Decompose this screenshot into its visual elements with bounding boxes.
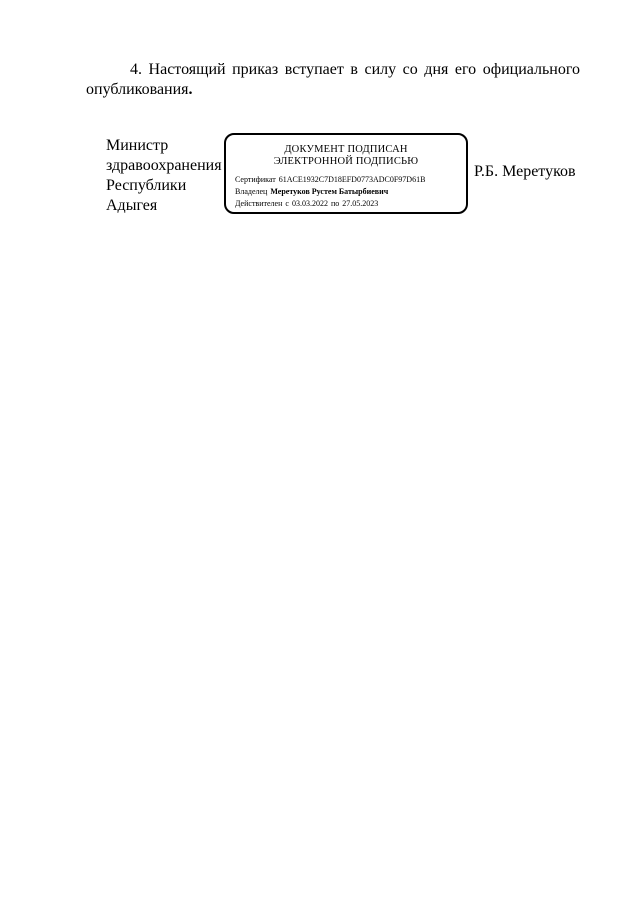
owner-label: Владелец [235,187,268,196]
stamp-title-line: ЭЛЕКТРОННОЙ ПОДПИСЬЮ [273,156,419,167]
stamp-owner-row [235,187,388,197]
stamp-certificate-row [235,175,425,185]
position-line: Республики [106,177,187,194]
order-paragraph-4 [86,60,580,100]
certificate-label: Сертификат [235,175,276,184]
stamp-validity-row [235,199,378,209]
position-line: Министр [106,137,169,154]
signer-name: Р.Б. Меретуков [474,163,576,180]
validity-label: Действителен [235,199,283,208]
electronic-signature-stamp [224,133,468,214]
stamp-title [226,144,466,168]
position-line: Адыгея [106,197,158,214]
valid-from-date: 03.03.2022 [291,199,328,208]
valid-to-date: 27.05.2023 [342,199,379,208]
valid-from-prefix: с [285,199,289,208]
stamp-title-line: ДОКУМЕНТ ПОДПИСАН [284,144,408,155]
valid-to-prefix: по [330,199,340,208]
signatory-position [106,136,222,216]
position-line: здравоохранения [106,157,222,174]
certificate-value: 61ACE1932C7D18EFD0773ADC0F97D61B [278,175,426,184]
owner-value: Меретуков Рустем Батырбиевич [270,187,389,196]
paragraph-text: Настоящий приказ вступает в силу со дня его официального опубликования [86,61,581,98]
paragraph-ending: . [188,81,193,98]
paragraph-number: 4. [130,61,142,78]
